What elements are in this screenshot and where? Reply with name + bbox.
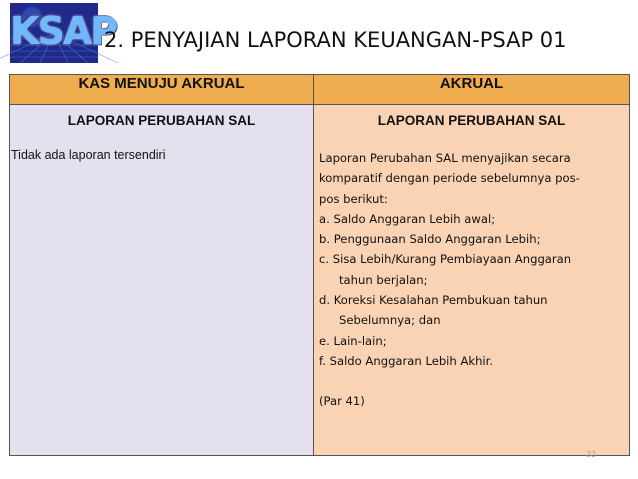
list-item: f. Saldo Anggaran Lebih Akhir. — [319, 353, 494, 368]
table-body-row — [10, 105, 630, 456]
header-akrual: AKRUAL — [314, 75, 630, 105]
list-item-continuation: Sebelumnya; dan — [339, 313, 441, 328]
right-cell — [314, 105, 630, 456]
list-item: e. Lain-lain; — [319, 333, 387, 348]
comparison-table — [9, 74, 630, 456]
header-kas-menuju-akrual: KAS MENUJU AKRUAL — [10, 75, 314, 105]
list-item: a. Saldo Anggaran Lebih awal; — [319, 211, 496, 226]
right-description — [319, 148, 623, 412]
page-number: 33 — [586, 449, 597, 459]
table-header-row — [10, 75, 630, 105]
left-subheading: LAPORAN PERUBAHAN SAL — [67, 113, 256, 128]
left-description: Tidak ada laporan tersendiri — [11, 148, 166, 162]
spacer — [319, 371, 623, 391]
slide-title: 2. PENYAJIAN LAPORAN KEUANGAN-PSAP 01 — [104, 28, 567, 52]
intro-line: pos berikut: — [319, 191, 388, 206]
left-cell — [10, 105, 314, 456]
list-item: d. Koreksi Kesalahan Pembukuan tahun — [319, 293, 548, 308]
intro-line: Laporan Perubahan SAL menyajikan secara — [319, 151, 571, 165]
ksap-logo — [10, 3, 117, 63]
logo-text: KSAP — [10, 9, 117, 53]
list-item: c. Sisa Lebih/Kurang Pembiayaan Anggaran — [319, 252, 572, 267]
right-subheading: LAPORAN PERUBAHAN SAL — [377, 113, 566, 128]
paragraph-reference: (Par 41) — [319, 394, 365, 409]
intro-line: komparatif dengan periode sebelumnya pos- — [319, 171, 580, 186]
list-item-continuation: tahun berjalan; — [339, 272, 428, 287]
list-item: b. Penggunaan Saldo Anggaran Lebih; — [319, 232, 541, 247]
